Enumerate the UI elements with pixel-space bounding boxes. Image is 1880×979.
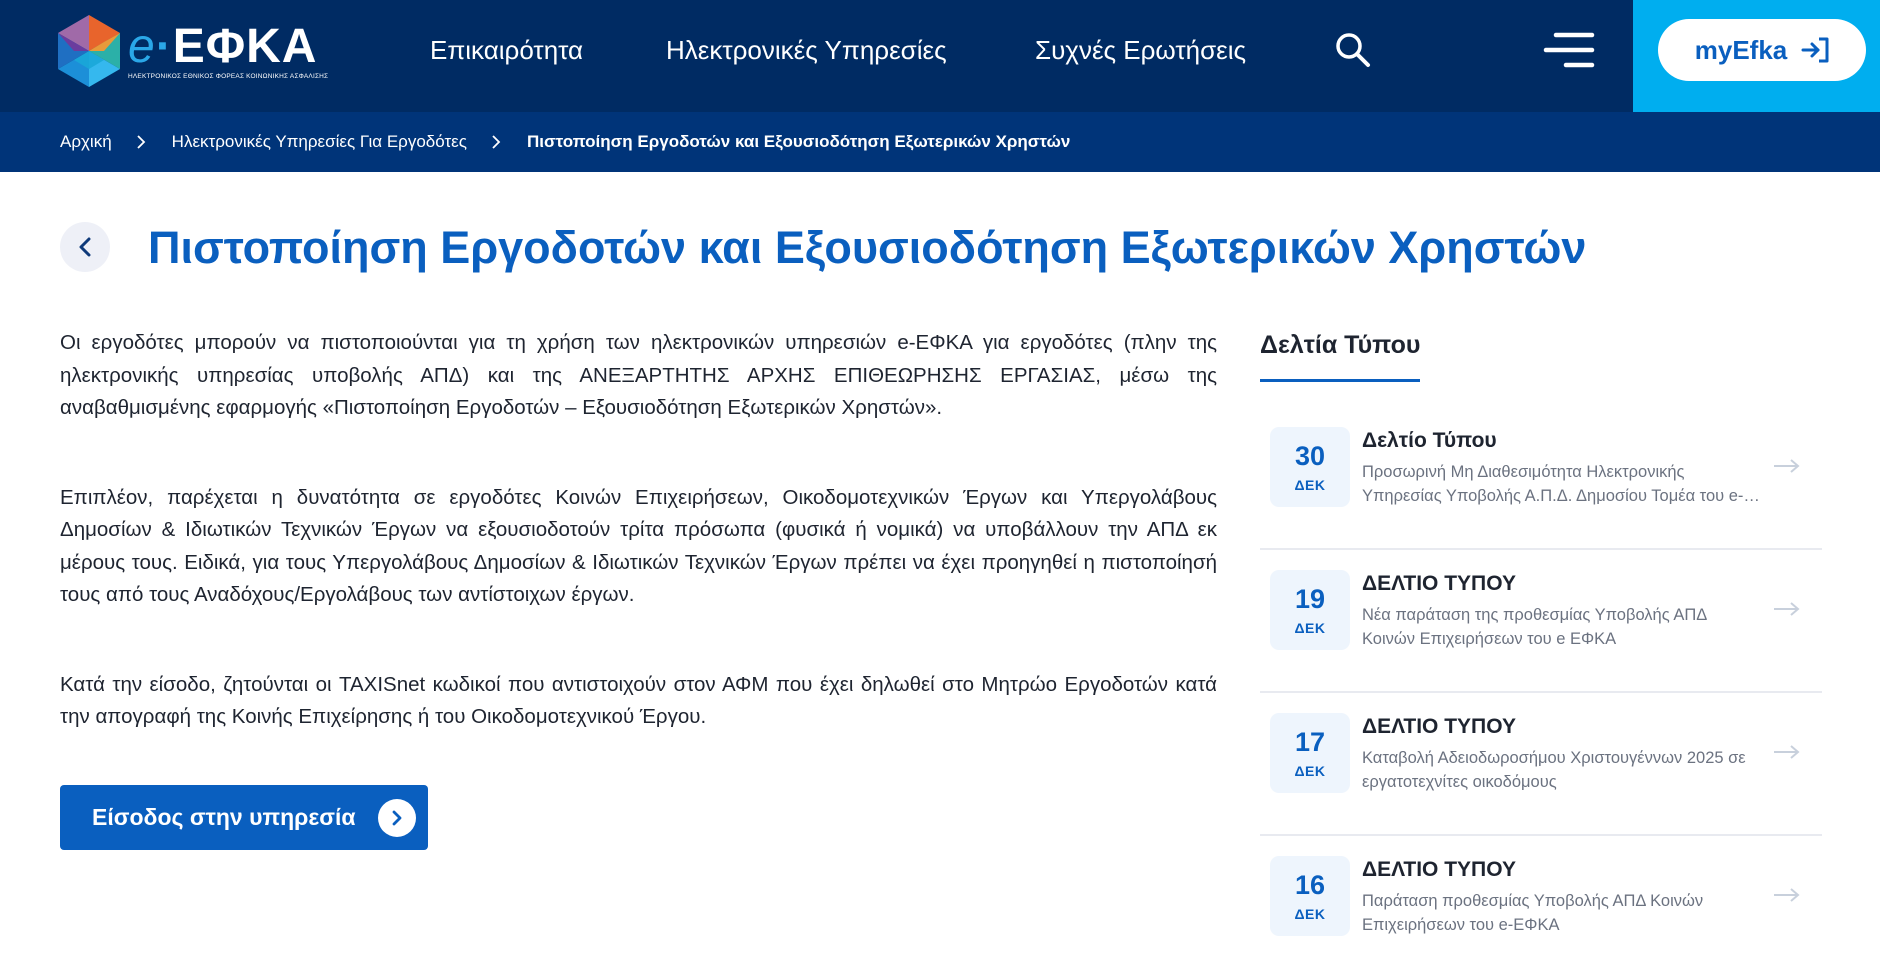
press-release-item[interactable]: [1260, 570, 1822, 693]
enter-service-label: Είσοδος στην υπηρεσία: [92, 804, 356, 830]
nav-item-news[interactable]: Επικαιρότητα: [430, 35, 584, 65]
menu-button[interactable]: [1543, 30, 1595, 70]
search-button[interactable]: [1333, 30, 1373, 70]
back-button[interactable]: [60, 222, 110, 272]
logo-wordmark: e·ΕΦΚΑ: [128, 20, 318, 73]
date-badge: [1270, 427, 1350, 507]
myefka-login-button[interactable]: [1658, 19, 1866, 81]
hamburger-menu-icon: [1543, 30, 1595, 70]
date-day: 30: [1294, 441, 1326, 471]
search-icon: [1333, 30, 1373, 70]
breadcrumb-chevron-icon: [491, 135, 501, 149]
date-day: 17: [1294, 727, 1326, 757]
breadcrumb-home[interactable]: Αρχική: [60, 132, 112, 151]
nav-item-e-services[interactable]: Ηλεκτρονικές Υπηρεσίες: [666, 35, 947, 65]
press-release-description: Προσωρινή Μη Διαθεσιμότητα Ηλεκτρονικής Υπηρεσίας Υποβολής Α.Π.Δ. Δημοσίου Τομέα του e-…: [1362, 463, 1760, 505]
arrow-right-icon: [1773, 742, 1801, 762]
press-release-description: Καταβολή Αδειοδωροσήμου Χριστουγέννων 2025 σε εργατοτεχνίτες οικοδόμους: [1362, 749, 1746, 791]
press-release-item[interactable]: [1260, 713, 1822, 836]
date-month: ΔΕΚ: [1294, 477, 1326, 493]
press-release-item[interactable]: [1260, 427, 1822, 550]
arrow-right-icon: [1773, 885, 1801, 905]
page-title: Πιστοποίηση Εργοδοτών και Εξουσιοδότηση Εξωτερικών Χρηστών: [148, 222, 1587, 273]
breadcrumb-chevron-icon: [136, 135, 146, 149]
date-day: 16: [1294, 870, 1326, 900]
login-info-paragraph: Κατά την είσοδο, ζητούνται οι TAXISnet κωδικοί που αντιστοιχούν στον ΑΦΜ που έχει δηλωθεί στο Μητρώο Εργοδοτών κατά την απογραφή της Κοινής Επιχείρησης ή του Οικοδομοτεχνικού Έργου.: [60, 672, 1217, 728]
login-arrow-icon: [1801, 37, 1829, 63]
date-month: ΔΕΚ: [1294, 620, 1326, 636]
breadcrumb-employer-services[interactable]: Ηλεκτρονικές Υπηρεσίες Για Εργοδότες: [171, 132, 467, 151]
press-release-description: Παράταση προθεσμίας Υποβολής ΑΠΔ Κοινών Επιχειρήσεων του e-ΕΦΚΑ: [1362, 892, 1704, 934]
enter-service-button[interactable]: [60, 785, 428, 850]
press-release-heading: Δελτίο Τύπου: [1362, 429, 1497, 452]
chevron-right-circle-icon: [378, 799, 416, 837]
myefka-label: myEfka: [1694, 34, 1788, 65]
date-badge: [1270, 713, 1350, 793]
date-day: 19: [1294, 584, 1326, 614]
date-month: ΔΕΚ: [1294, 906, 1326, 922]
logo-subtitle: ΗΛΕΚΤΡΟΝΙΚΟΣ ΕΘΝΙΚΟΣ ΦΟΡΕΑΣ ΚΟΙΝΩΝΙΚΗΣ ΑΣΦΑΛΙΣΗΣ: [128, 73, 329, 80]
efka-logo[interactable]: [54, 12, 329, 90]
arrow-right-icon: [1773, 456, 1801, 476]
press-release-heading: ΔΕΛΤΙΟ ΤΥΠΟΥ: [1362, 715, 1516, 738]
myefka-panel: [1633, 0, 1880, 112]
authorization-paragraph: Επιπλέον, παρέχεται η δυνατότητα σε εργοδότες Κοινών Επιχειρήσεων, Οικοδομοτεχνικών Έργων και Υπεργολάβους Δημοσίων & Ιδιωτικών Τεχνικών Έργων να εξουσιοδοτούν τρίτα πρόσωπα (φυσικά ή νομικά) να υποβάλλουν την ΑΠΔ εκ μέρους τους. Ειδικά, για τους Υπεργολάβους Δημοσίων & Ιδιωτικών Τεχνικών Έργων πρέπει να έχει προηγηθεί η πιστοποίησή τους από τους Αναδόχους/Εργολάβους των αντίστοιχων έργων.: [60, 485, 1217, 606]
main-content: [60, 327, 1217, 791]
date-badge: [1270, 856, 1350, 936]
site-header: [0, 0, 1880, 112]
breadcrumb: [0, 112, 1880, 172]
chevron-left-icon: [77, 236, 93, 258]
intro-paragraph: Οι εργοδότες μπορούν να πιστοποιούνται για τη χρήση των ηλεκτρονικών υπηρεσιών e-ΕΦΚΑ για εργοδότες (πλην της ηλεκτρονικής υπηρεσίας υποβολής ΑΠΔ) και της ΑΝΕΞΑΡΤΗΤΗΣ ΑΡΧΗΣ ΕΠΙΘΕΩΡΗΣΗΣ ΕΡΓΑΣΙΑΣ, μέσω της αναβαθμισμένης εφαρμογής «Πιστοποίηση Εργοδοτών – Εξουσιοδότηση Εξωτερικών Χρηστών».: [60, 331, 1217, 419]
press-releases-list: [1260, 427, 1822, 979]
press-releases-title: Δελτία Τύπου: [1260, 325, 1420, 382]
press-release-description: Νέα παράταση της προθεσμίας Υποβολής ΑΠΔ Κοινών Επιχειρήσεων του e ΕΦΚΑ: [1362, 606, 1707, 648]
breadcrumb-current: Πιστοποίηση Εργοδοτών και Εξουσιοδότηση Εξωτερικών Χρηστών: [526, 132, 1071, 151]
date-badge: [1270, 570, 1350, 650]
press-release-item[interactable]: [1260, 856, 1822, 979]
date-month: ΔΕΚ: [1294, 763, 1326, 779]
nav-item-faq[interactable]: Συχνές Ερωτήσεις: [1035, 35, 1247, 65]
press-release-heading: ΔΕΛΤΙΟ ΤΥΠΟΥ: [1362, 572, 1516, 595]
logo-hexagon-icon: [54, 13, 124, 89]
press-release-heading: ΔΕΛΤΙΟ ΤΥΠΟΥ: [1362, 858, 1516, 881]
press-releases-sidebar: [1260, 325, 1822, 979]
arrow-right-icon: [1773, 599, 1801, 619]
